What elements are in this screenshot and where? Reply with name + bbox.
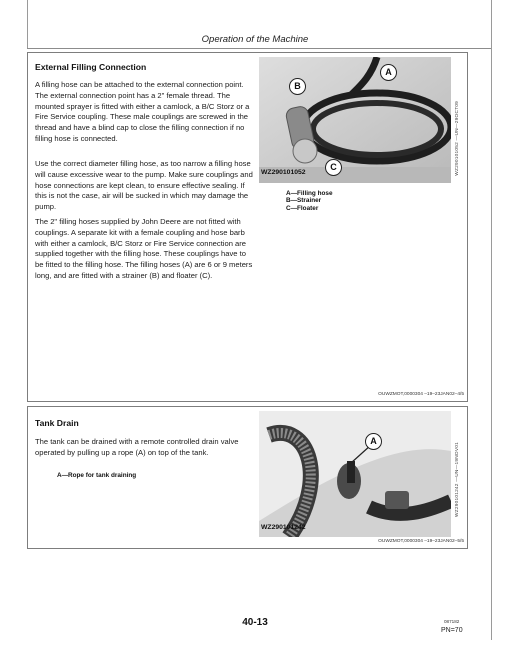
section-footer-code: OUWZMOT,0000304 –19–23JAN02–4/5 [378, 392, 464, 397]
paragraph: A filling hose can be attached to the external connection point. The external connection point has a 2" female thread. The mounted sprayer is fitted with either a camlock, a B/C Storz or a Fire Service coupling. These male couplings are screwed in the thread and have a blind cap to close the filling connection if no filling hose is connected. [35, 80, 250, 143]
callout-b: B [289, 78, 306, 95]
section-title: Tank Drain [35, 418, 79, 428]
legend-item: A—Filling hose [286, 190, 333, 197]
legend-item: B—Strainer [286, 197, 322, 205]
paragraph: The tank can be drained with a remote controlled drain valve operated by pulling up a rope (A) on top of the tank. [35, 437, 239, 457]
section-title: External Filling Connection [35, 62, 147, 72]
image-label: WZ290101052 [261, 169, 306, 176]
tank-drain-illustration [259, 411, 451, 537]
paragraph: The 2" filling hoses supplied by John Deere are not fitted with couplings. A separate kit with a female coupling and hose barb with either a camlock, B/C Storz or Fire Service connection are supplied together with the filling hose. These couplings have to be fitted to the filling hose. The filling hoses (A) are 6 or 9 meters long, and are fitted with a strainer (B) and floater (C). [35, 217, 253, 280]
section-external-filling-connection [27, 52, 468, 402]
image-side-code: WZ290101052 —UN—29OCT09 [455, 101, 460, 176]
callout-a: A [380, 64, 397, 81]
legend [57, 472, 136, 479]
image-side-code: WZ290101242 —UN—19NOV01 [455, 442, 460, 517]
filling-hose-illustration [259, 57, 451, 183]
callout-c: C [325, 159, 342, 176]
legend-item: A—Rope for tank draining [57, 472, 137, 479]
paragraph: Use the correct diameter filling hose, as too narrow a filling hose will cause excessive wear to the pump. Make sure couplings and hose connections are kept clean, to ensure effective sealing. If this is not the case, air will be sucked in which may damage the pump. [35, 159, 253, 212]
footer-pn: PN=70 [441, 627, 463, 634]
legend [286, 190, 333, 212]
section-tank-drain [27, 406, 468, 549]
callout-a: A [365, 433, 382, 450]
header-rule [27, 48, 491, 49]
page-number: 40-13 [242, 617, 268, 628]
page-header-title: Operation of the Machine [201, 34, 309, 45]
legend-item: C—Floater [286, 204, 319, 212]
section-footer-code: OUWZMOT,0000304 –19–23JAN02–5/5 [378, 539, 464, 544]
right-margin-rule [491, 0, 492, 640]
filling-hose-photo [259, 57, 451, 183]
image-label: WZ290101242 [261, 524, 306, 531]
tank-drain-photo [259, 411, 451, 537]
footer-small-code: 087182 [444, 619, 460, 624]
